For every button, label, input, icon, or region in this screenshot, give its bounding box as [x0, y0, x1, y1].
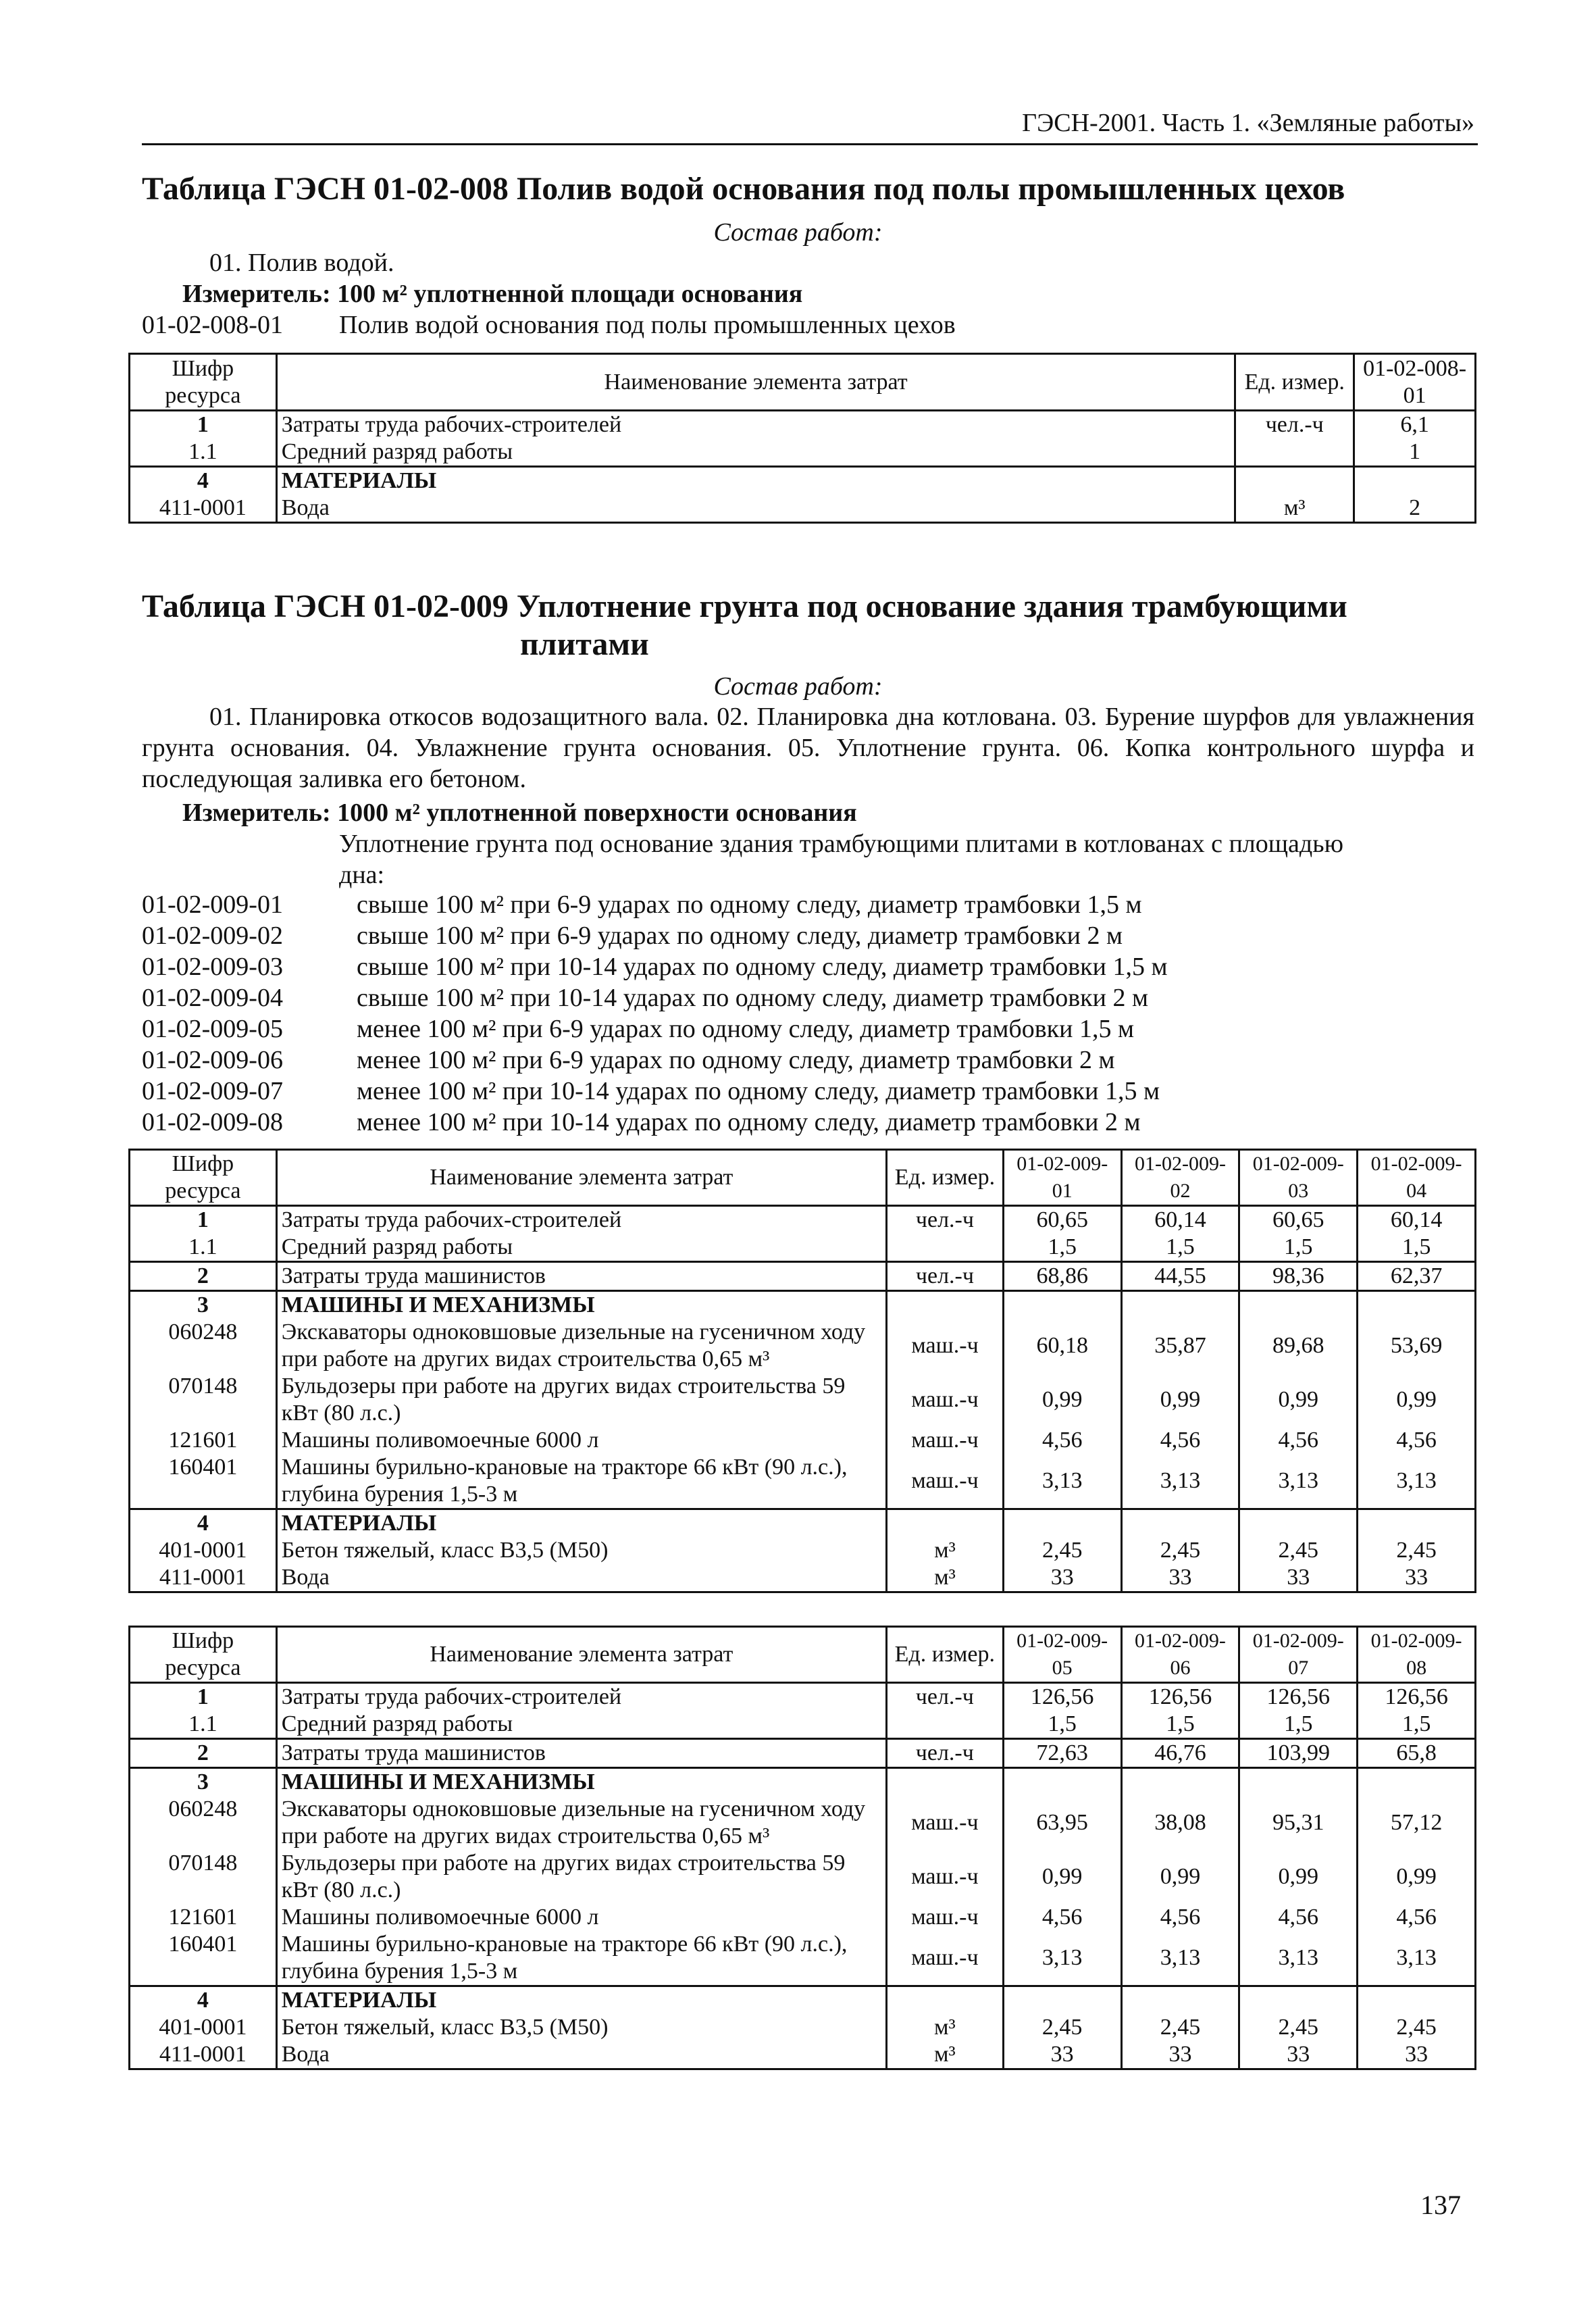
cell-unit: м³ [887, 1564, 1004, 1592]
table-row [130, 1319, 1476, 1373]
cell-shifr: 411-0001 [130, 495, 277, 523]
code: 01-02-009-01 [142, 890, 283, 919]
table-row [130, 1206, 1476, 1234]
table-row [130, 1768, 1476, 1796]
cell-value: 3,13 [1239, 1454, 1358, 1509]
table2b-resources [128, 1626, 1476, 2070]
table2-izmeritel: Измеритель: 1000 м² уплотненной поверхности основания [182, 799, 857, 827]
running-header: ГЭСН-2001. Часть 1. «Земляные работы» [1022, 109, 1474, 137]
cell-value: 1,5 [1239, 1711, 1358, 1739]
cell-value: 3,13 [1003, 1454, 1121, 1509]
table2-title-line1: Таблица ГЭСН 01-02-009 Уплотнение грунта под основание здания трамбующими [142, 588, 1347, 624]
cell-shifr: 1 [130, 1206, 277, 1234]
cell-value: 0,99 [1239, 1850, 1358, 1904]
cell-value: 2,45 [1358, 1537, 1476, 1564]
table2-sostav-label: Состав работ: [713, 672, 883, 701]
cell-value: 3,13 [1358, 1931, 1476, 1986]
cell-value [1121, 1986, 1239, 2015]
cell-value: 4,56 [1358, 1904, 1476, 1931]
cell-name: МАТЕРИАЛЫ [276, 1986, 886, 2015]
cell-value [1003, 1509, 1121, 1538]
table-row [130, 1537, 1476, 1564]
cell-shifr: 1 [130, 411, 277, 439]
cell-unit: маш.-ч [886, 1904, 1003, 1931]
table1-work: 01. Полив водой. [209, 249, 394, 277]
cell-value: 60,14 [1121, 1206, 1239, 1234]
cell-value: 3,13 [1121, 1931, 1239, 1986]
table2-intro-line1: Уплотнение грунта под основание здания трамбующими плитами в котлованах с площадью [339, 830, 1343, 858]
th-unit: Ед. измер. [886, 1627, 1003, 1683]
cell-shifr: 070148 [130, 1850, 277, 1904]
cell-name: Затраты труда рабочих-строителей [276, 1683, 886, 1711]
cell-unit [887, 1234, 1004, 1262]
table-row [130, 1850, 1476, 1904]
th-name: Наименование элемента затрат [276, 1627, 886, 1683]
cell-shifr: 3 [130, 1768, 277, 1796]
cell-value [1358, 1509, 1476, 1538]
cell-value [1358, 1768, 1476, 1796]
table-row [130, 1234, 1476, 1262]
cell-name: Машины бурильно-крановые на тракторе 66 кВт (90 л.с.), глубина бурения 1,5-3 м [276, 1931, 886, 1986]
cell-value: 95,31 [1239, 1796, 1358, 1850]
th-col: 01-02-009-03 [1239, 1150, 1358, 1206]
cell-value: 44,55 [1121, 1262, 1239, 1291]
code-desc: менее 100 м² при 10-14 ударах по одному следу, диаметр трамбовки 1,5 м [357, 1077, 1160, 1105]
table2-title-line2: плитами [520, 626, 649, 662]
code-item [0, 982, 1596, 1013]
cell-value: 4,56 [1239, 1427, 1358, 1454]
cell-value: 65,8 [1358, 1739, 1476, 1768]
cell-name: Бульдозеры при работе на других видах строительства 59 кВт (80 л.с.) [276, 1850, 886, 1904]
cell-value [1358, 1291, 1476, 1319]
cell-name: МАТЕРИАЛЫ [276, 1509, 886, 1538]
cell-value: 0,99 [1121, 1373, 1239, 1427]
cell-value: 60,65 [1003, 1206, 1121, 1234]
table-row [130, 2014, 1476, 2041]
cell-value: 60,14 [1358, 1206, 1476, 1234]
cell-value: 126,56 [1003, 1683, 1121, 1711]
cell-shifr: 2 [130, 1739, 277, 1768]
cell-value: 2,45 [1003, 2014, 1121, 2041]
header-rule [142, 143, 1478, 145]
table-row [130, 1262, 1476, 1291]
cell-value: 63,95 [1003, 1796, 1121, 1850]
cell-value: 2,45 [1121, 1537, 1239, 1564]
cell-name: Средний разряд работы [276, 1234, 886, 1262]
cell-value [1358, 1986, 1476, 2015]
table-row [130, 1904, 1476, 1931]
code-desc: свыше 100 м² при 6-9 ударах по одному следу, диаметр трамбовки 2 м [357, 922, 1123, 950]
cell-value: 1,5 [1003, 1711, 1121, 1739]
table1-code-desc: Полив водой основания под полы промышленных цехов [339, 311, 956, 339]
cell-value: 6,1 [1354, 411, 1476, 439]
cell-value: 0,99 [1121, 1850, 1239, 1904]
cell-value [1121, 1509, 1239, 1538]
cell-unit: чел.-ч [886, 1683, 1003, 1711]
cell-value: 1,5 [1121, 1234, 1239, 1262]
cell-shifr: 121601 [130, 1427, 277, 1454]
code-item [0, 1107, 1596, 1138]
table2a-resources [128, 1149, 1476, 1593]
cell-unit: маш.-ч [886, 1850, 1003, 1904]
cell-value: 4,56 [1003, 1427, 1121, 1454]
cell-value: 38,08 [1121, 1796, 1239, 1850]
cell-value: 46,76 [1121, 1739, 1239, 1768]
code-desc: менее 100 м² при 10-14 ударах по одному следу, диаметр трамбовки 2 м [357, 1108, 1141, 1136]
table-row [130, 2041, 1476, 2069]
cell-value: 33 [1358, 2041, 1476, 2069]
cell-value [1003, 1986, 1121, 2015]
cell-unit [886, 1986, 1003, 2015]
cell-shifr: 4 [130, 467, 277, 495]
cell-unit [1235, 467, 1354, 495]
code-item [0, 951, 1596, 982]
cell-value: 33 [1239, 1564, 1358, 1592]
cell-value: 2,45 [1121, 2014, 1239, 2041]
cell-value [1003, 1768, 1121, 1796]
cell-value: 62,37 [1358, 1262, 1476, 1291]
cell-value [1239, 1291, 1358, 1319]
cell-shifr: 2 [130, 1262, 277, 1291]
cell-shifr: 1.1 [130, 1711, 277, 1739]
table1-izmeritel: Измеритель: 100 м² уплотненной площади основания [182, 280, 803, 308]
cell-unit: маш.-ч [887, 1373, 1004, 1427]
cell-shifr: 411-0001 [130, 2041, 277, 2069]
cell-value: 4,56 [1121, 1904, 1239, 1931]
cell-value: 33 [1358, 1564, 1476, 1592]
cell-value [1121, 1291, 1239, 1319]
th-col: 01-02-009-07 [1239, 1627, 1358, 1683]
cell-unit: чел.-ч [887, 1262, 1004, 1291]
page-number: 137 [1420, 2190, 1461, 2220]
cell-value: 0,99 [1003, 1373, 1121, 1427]
cell-name: Вода [276, 1564, 886, 1592]
cell-name: Затраты труда рабочих-строителей [276, 1206, 886, 1234]
code-desc: менее 100 м² при 6-9 ударах по одному следу, диаметр трамбовки 1,5 м [357, 1015, 1135, 1043]
cell-value [1121, 1768, 1239, 1796]
cell-shifr: 160401 [130, 1931, 277, 1986]
cell-value: 53,69 [1358, 1319, 1476, 1373]
table2-intro-line2: дна: [339, 861, 385, 889]
cell-value: 35,87 [1121, 1319, 1239, 1373]
table2-work: 01. Планировка откосов водозащитного вала. 02. Планировка дна котлована. 03. Бурение шурфов для увлажнения грунта основания. 04. Увлажнение грунта основания. 05. Уплотнение грунта. 06. Копка контрольного шурфа и последующая заливка его бетоном. [142, 703, 1474, 793]
cell-value: 0,99 [1239, 1373, 1358, 1427]
cell-name: МАШИНЫ И МЕХАНИЗМЫ [276, 1768, 886, 1796]
cell-shifr: 401-0001 [130, 1537, 277, 1564]
cell-unit: чел.-ч [886, 1739, 1003, 1768]
cell-value: 33 [1003, 1564, 1121, 1592]
cell-name: Средний разряд работы [276, 1711, 886, 1739]
code-desc: свыше 100 м² при 6-9 ударах по одному следу, диаметр трамбовки 1,5 м [357, 890, 1142, 919]
cell-name: Машины бурильно-крановые на тракторе 66 кВт (90 л.с.), глубина бурения 1,5-3 м [276, 1454, 886, 1509]
code: 01-02-009-04 [142, 984, 283, 1012]
cell-value: 2,45 [1358, 2014, 1476, 2041]
cell-shifr: 1 [130, 1683, 277, 1711]
th-col: 01-02-008-01 [1354, 354, 1476, 411]
cell-unit: м³ [886, 2041, 1003, 2069]
cell-shifr: 401-0001 [130, 2014, 277, 2041]
code-item [0, 1076, 1596, 1107]
code-item [0, 1013, 1596, 1045]
table-row [130, 1931, 1476, 1986]
cell-name: Бульдозеры при работе на других видах строительства 59 кВт (80 л.с.) [276, 1373, 886, 1427]
cell-value: 1,5 [1239, 1234, 1358, 1262]
cell-unit [886, 1768, 1003, 1796]
th-col: 01-02-009-05 [1003, 1627, 1121, 1683]
cell-value: 72,63 [1003, 1739, 1121, 1768]
cell-value [1003, 1291, 1121, 1319]
table-row [130, 1683, 1476, 1711]
cell-shifr: 060248 [130, 1319, 277, 1373]
cell-value [1239, 1768, 1358, 1796]
table-row [130, 1454, 1476, 1509]
cell-value: 2,45 [1003, 1537, 1121, 1564]
cell-unit: м³ [886, 2014, 1003, 2041]
th-col: 01-02-009-01 [1003, 1150, 1121, 1206]
code-desc: свыше 100 м² при 10-14 ударах по одному следу, диаметр трамбовки 2 м [357, 984, 1148, 1012]
cell-name: Машины поливомоечные 6000 л [276, 1427, 886, 1454]
cell-name: МАШИНЫ И МЕХАНИЗМЫ [276, 1291, 886, 1319]
cell-name: Средний разряд работы [276, 438, 1235, 467]
cell-value: 1,5 [1358, 1711, 1476, 1739]
cell-name: МАТЕРИАЛЫ [276, 467, 1235, 495]
cell-name: Вода [276, 2041, 886, 2069]
table-row [130, 1711, 1476, 1739]
code-item [0, 1045, 1596, 1076]
th-col: 01-02-009-02 [1121, 1150, 1239, 1206]
cell-value: 1,5 [1003, 1234, 1121, 1262]
cell-unit: маш.-ч [887, 1319, 1004, 1373]
table-row [130, 1739, 1476, 1768]
cell-shifr: 060248 [130, 1796, 277, 1850]
code: 01-02-009-02 [142, 922, 283, 950]
th-name: Наименование элемента затрат [276, 1150, 886, 1206]
cell-value: 126,56 [1121, 1683, 1239, 1711]
cell-value [1239, 1509, 1358, 1538]
table-row [130, 1373, 1476, 1427]
cell-value: 2,45 [1239, 1537, 1358, 1564]
cell-unit: маш.-ч [887, 1454, 1004, 1509]
cell-name: Бетон тяжелый, класс В3,5 (М50) [276, 1537, 886, 1564]
table-row [130, 1796, 1476, 1850]
cell-unit [886, 1711, 1003, 1739]
cell-shifr: 1.1 [130, 1234, 277, 1262]
code: 01-02-009-06 [142, 1046, 283, 1074]
cell-value: 0,99 [1358, 1373, 1476, 1427]
cell-shifr: 1.1 [130, 438, 277, 467]
cell-value: 0,99 [1003, 1850, 1121, 1904]
cell-value: 33 [1121, 2041, 1239, 2069]
cell-shifr: 4 [130, 1986, 277, 2015]
cell-value: 3,13 [1358, 1454, 1476, 1509]
cell-name: Экскаваторы одноковшовые дизельные на гусеничном ходу при работе на других видах строительства 0,65 м³ [276, 1796, 886, 1850]
cell-value: 2,45 [1239, 2014, 1358, 2041]
code: 01-02-009-07 [142, 1077, 283, 1105]
th-unit: Ед. измер. [1235, 354, 1354, 411]
cell-value: 3,13 [1121, 1454, 1239, 1509]
cell-shifr: 121601 [130, 1904, 277, 1931]
cell-value: 126,56 [1358, 1683, 1476, 1711]
th-shifr: Шифр ресурса [130, 1627, 277, 1683]
code: 01-02-009-05 [142, 1015, 283, 1043]
table-row [130, 1291, 1476, 1319]
cell-unit: маш.-ч [887, 1427, 1004, 1454]
cell-value: 98,36 [1239, 1262, 1358, 1291]
cell-value: 126,56 [1239, 1683, 1358, 1711]
code: 01-02-009-08 [142, 1108, 283, 1136]
cell-unit: маш.-ч [886, 1931, 1003, 1986]
cell-unit [887, 1291, 1004, 1319]
cell-value: 33 [1121, 1564, 1239, 1592]
table1-resources [128, 353, 1476, 524]
table1-code: 01-02-008-01 [142, 311, 283, 339]
cell-value: 68,86 [1003, 1262, 1121, 1291]
th-shifr: Шифр ресурса [130, 354, 277, 411]
cell-name: Экскаваторы одноковшовые дизельные на гусеничном ходу при работе на других видах строительства 0,65 м³ [276, 1319, 886, 1373]
cell-value: 89,68 [1239, 1319, 1358, 1373]
cell-value: 4,56 [1358, 1427, 1476, 1454]
cell-name: Машины поливомоечные 6000 л [276, 1904, 886, 1931]
cell-value: 4,56 [1003, 1904, 1121, 1931]
cell-shifr: 3 [130, 1291, 277, 1319]
cell-value: 1 [1354, 438, 1476, 467]
cell-value: 103,99 [1239, 1739, 1358, 1768]
table1-sostav-label: Состав работ: [713, 218, 883, 247]
cell-unit [887, 1509, 1004, 1538]
cell-value: 4,56 [1239, 1904, 1358, 1931]
cell-value [1239, 1986, 1358, 2015]
cell-shifr: 160401 [130, 1454, 277, 1509]
table-row [130, 1986, 1476, 2015]
cell-value: 60,18 [1003, 1319, 1121, 1373]
cell-value: 1,5 [1121, 1711, 1239, 1739]
cell-value: 0,99 [1358, 1850, 1476, 1904]
cell-value: 3,13 [1003, 1931, 1121, 1986]
cell-value: 4,56 [1121, 1427, 1239, 1454]
cell-shifr: 070148 [130, 1373, 277, 1427]
cell-value: 2 [1354, 495, 1476, 523]
cell-unit: м³ [887, 1537, 1004, 1564]
cell-value: 1,5 [1358, 1234, 1476, 1262]
cell-unit [1235, 438, 1354, 467]
th-shifr: Шифр ресурса [130, 1150, 277, 1206]
th-col: 01-02-009-08 [1358, 1627, 1476, 1683]
cell-unit: маш.-ч [886, 1796, 1003, 1850]
th-unit: Ед. измер. [887, 1150, 1004, 1206]
code-desc: свыше 100 м² при 10-14 ударах по одному следу, диаметр трамбовки 1,5 м [357, 953, 1168, 981]
table1-title: Таблица ГЭСН 01-02-008 Полив водой основания под полы промышленных цехов [142, 171, 1345, 207]
table-row [130, 1509, 1476, 1538]
cell-value [1354, 467, 1476, 495]
cell-name: Затраты труда рабочих-строителей [276, 411, 1235, 439]
cell-value: 57,12 [1358, 1796, 1476, 1850]
th-col: 01-02-009-04 [1358, 1150, 1476, 1206]
cell-name: Вода [276, 495, 1235, 523]
table-row [130, 1564, 1476, 1592]
cell-unit: м³ [1235, 495, 1354, 523]
code: 01-02-009-03 [142, 953, 283, 981]
cell-name: Затраты труда машинистов [276, 1739, 886, 1768]
cell-value: 3,13 [1239, 1931, 1358, 1986]
cell-shifr: 4 [130, 1509, 277, 1538]
th-name: Наименование элемента затрат [276, 354, 1235, 411]
cell-value: 33 [1239, 2041, 1358, 2069]
table-row [130, 1427, 1476, 1454]
code-item [0, 920, 1596, 951]
cell-name: Бетон тяжелый, класс В3,5 (М50) [276, 2014, 886, 2041]
cell-shifr: 411-0001 [130, 1564, 277, 1592]
cell-name: Затраты труда машинистов [276, 1262, 886, 1291]
cell-unit: чел.-ч [887, 1206, 1004, 1234]
cell-unit: чел.-ч [1235, 411, 1354, 439]
cell-value: 60,65 [1239, 1206, 1358, 1234]
code-item [0, 889, 1596, 920]
code-desc: менее 100 м² при 6-9 ударах по одному следу, диаметр трамбовки 2 м [357, 1046, 1115, 1074]
cell-value: 33 [1003, 2041, 1121, 2069]
th-col: 01-02-009-06 [1121, 1627, 1239, 1683]
